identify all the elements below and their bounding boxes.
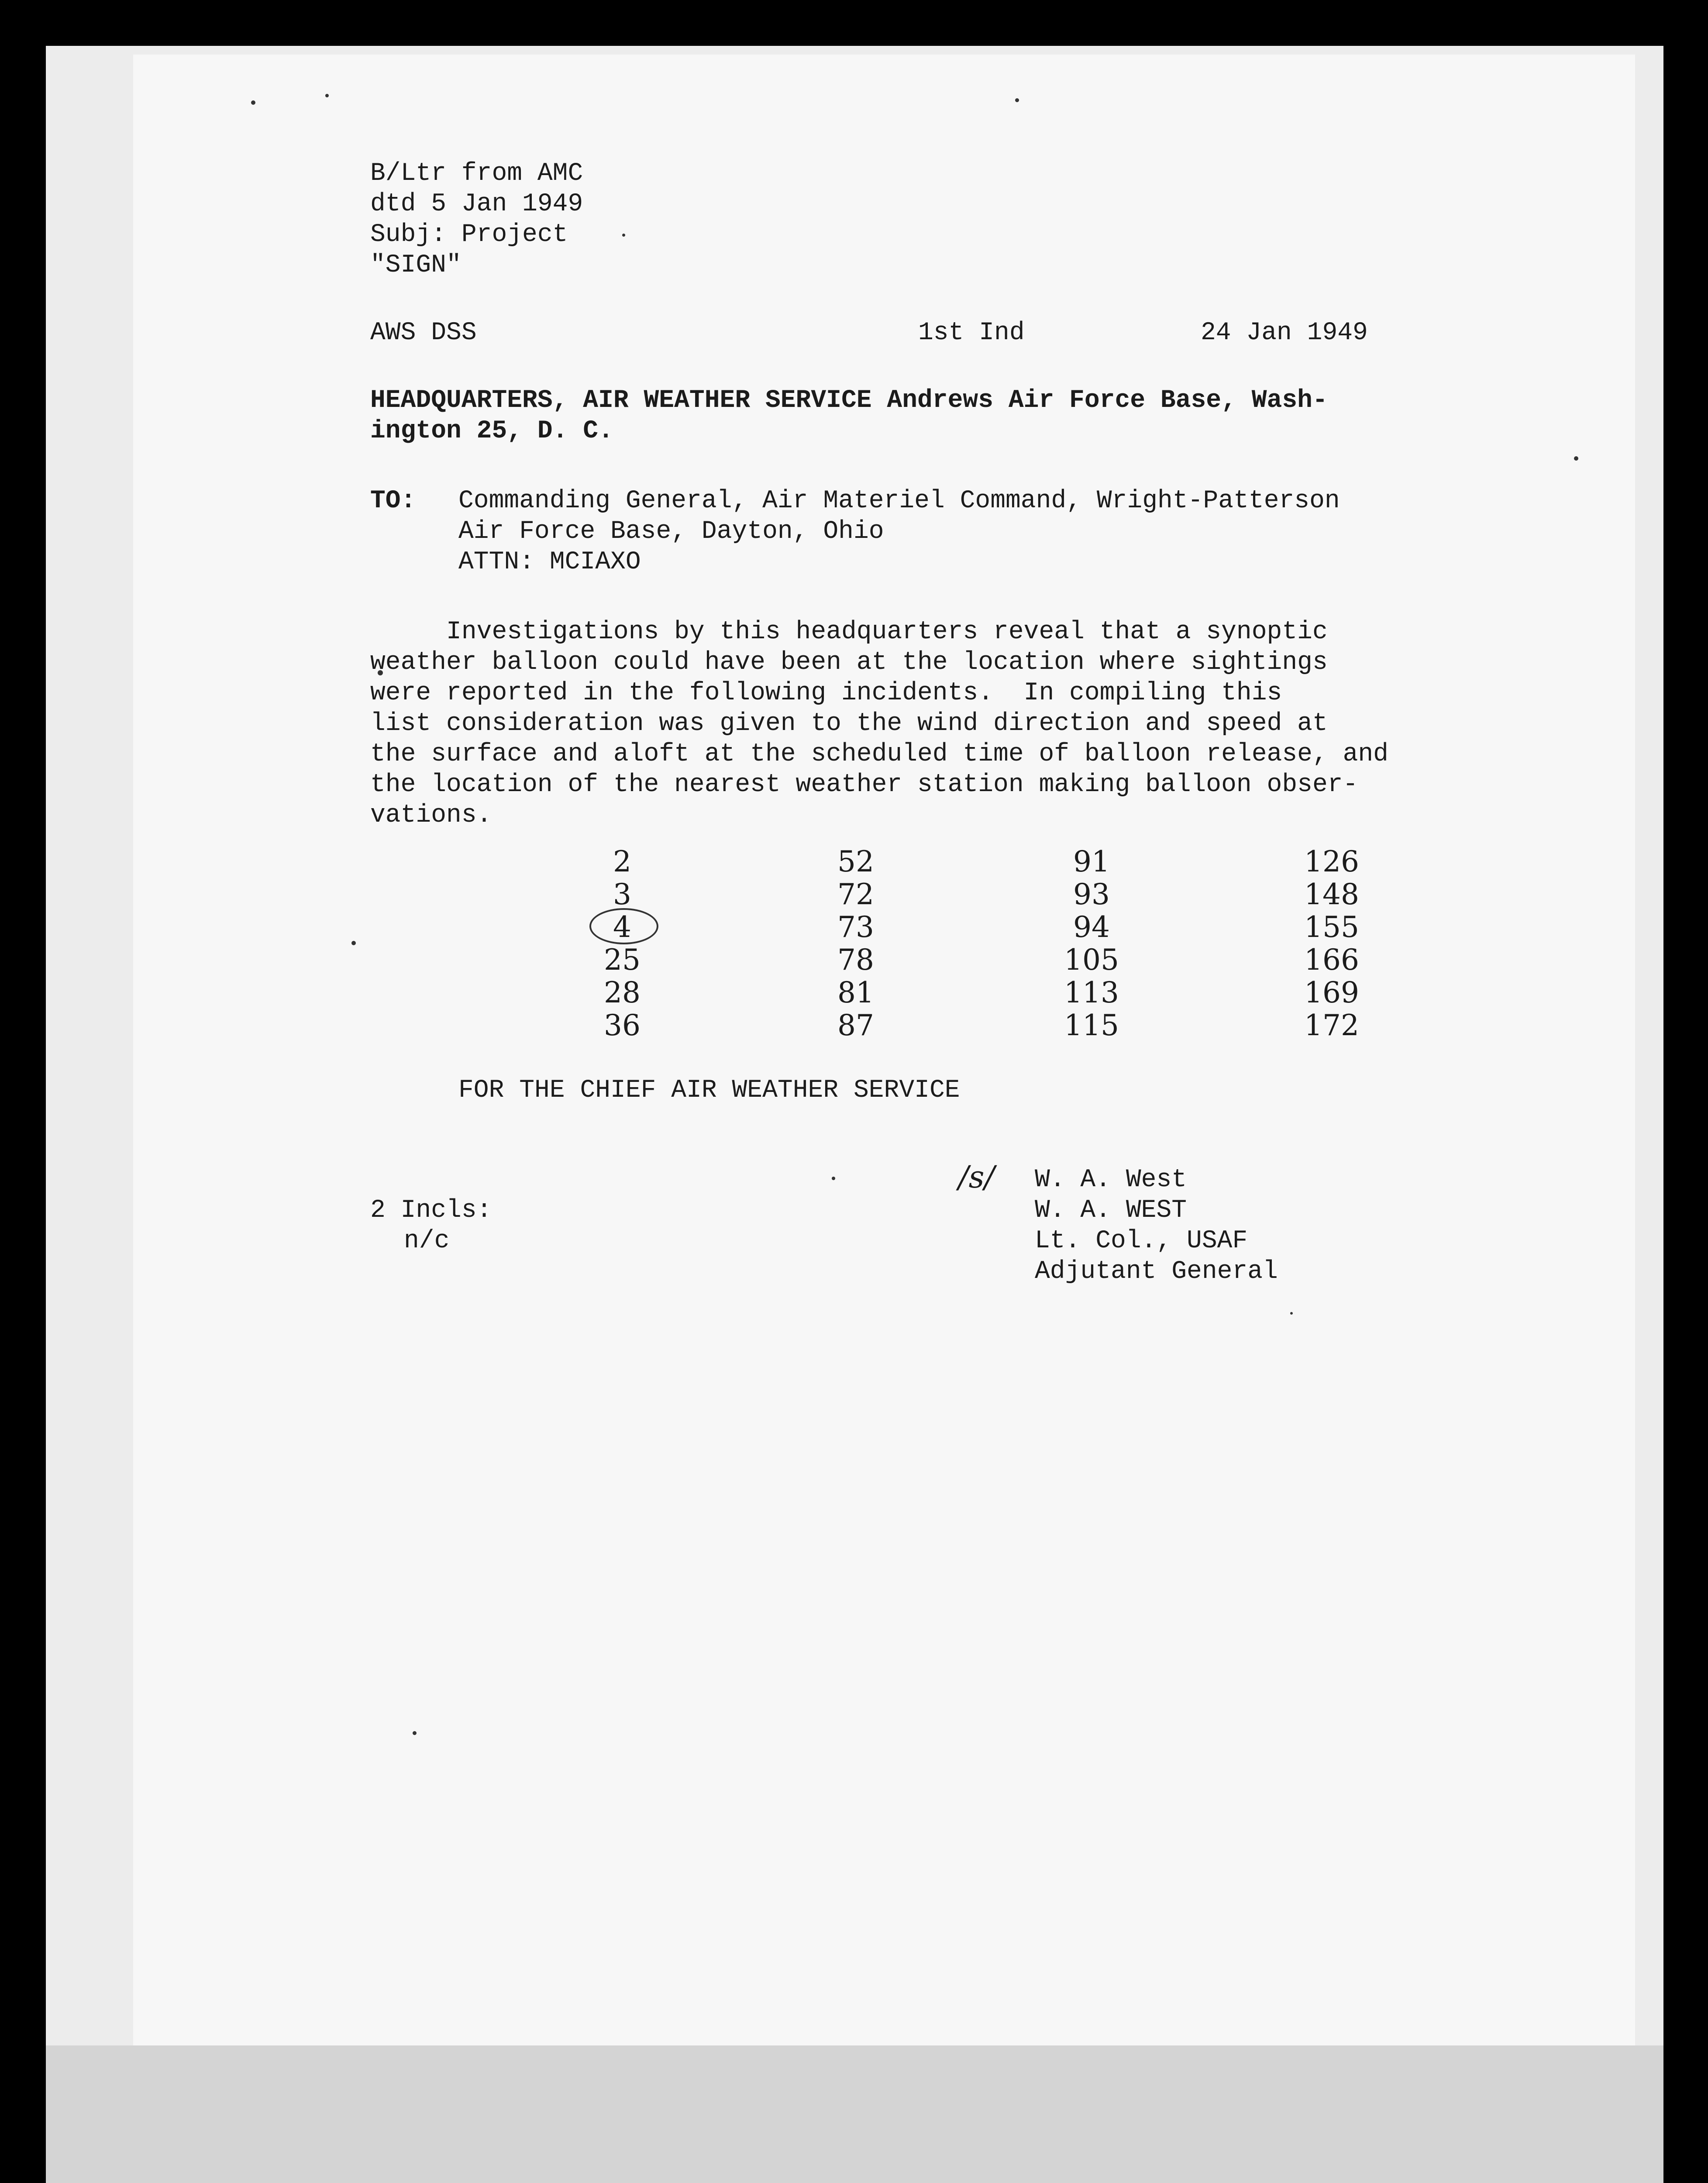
scan-speck [325,94,329,97]
office-symbol: AWS DSS [370,319,477,347]
signed-name: W. A. West [1035,1166,1187,1194]
incident-number: 148 [1304,878,1359,911]
ref-line-2: dtd 5 Jan 1949 [370,190,583,218]
body-line-4: list consideration was given to the wind direction and speed at [370,709,1328,738]
incident-number: 2 [613,845,631,878]
incident-number: 25 [604,943,640,977]
scan-speck [1574,456,1578,461]
body-line-1: Investigations by this headquarters reveal that a synoptic [370,618,1328,646]
body-line-6: the location of the nearest weather station making balloon obser- [370,771,1358,799]
closing-line: FOR THE CHIEF AIR WEATHER SERVICE [458,1076,960,1105]
incident-number: 91 [1073,845,1110,878]
indorsement: 1st Ind [918,319,1025,347]
signer-title: Adjutant General [1035,1257,1278,1286]
incident-number: 78 [837,943,874,977]
scan-speck [1290,1312,1293,1315]
inclosures-line-1: 2 Incls: [370,1196,492,1225]
incident-number: 72 [837,878,874,911]
incident-number: 94 [1073,910,1110,944]
circle-annotation [589,908,658,944]
body-line-5: the surface and aloft at the scheduled time of balloon release, and [370,740,1388,768]
incident-number: 113 [1064,976,1119,1009]
signer-rank: Lt. Col., USAF [1035,1227,1248,1255]
ref-line-1: B/Ltr from AMC [370,159,583,188]
scan-speck [832,1177,835,1180]
signer-name: W. A. WEST [1035,1196,1187,1225]
incident-number: 87 [837,1009,874,1042]
incident-number: 81 [837,976,874,1009]
incident-number: 169 [1304,976,1359,1009]
scan-speck [413,1731,417,1735]
ref-line-3: Subj: Project [370,220,568,249]
ref-line-4: "SIGN" [370,251,461,279]
incident-number: 52 [837,845,874,878]
incident-number: 3 [613,878,631,911]
incident-number: 36 [604,1009,640,1042]
to-label: TO: [370,487,416,515]
incident-number: 172 [1304,1009,1359,1042]
incident-number: 115 [1064,1009,1119,1042]
signature-mark: /s/ [958,1159,995,1195]
from-line-2: ington 25, D. C. [370,417,613,445]
body-line-7: vations. [370,801,492,830]
incident-number: 166 [1304,943,1359,977]
inclosures-line-2: n/c [404,1227,450,1255]
scanned-page [46,46,1663,2183]
incident-number-circled: 4 [613,910,631,944]
letter-paper [133,55,1635,2045]
incident-number: 105 [1064,943,1119,977]
scan-speck [1015,98,1019,102]
to-line-1: Commanding General, Air Materiel Command, Wright-Patterson [458,487,1340,515]
incident-number: 126 [1304,845,1359,878]
scan-speck [251,100,255,105]
incident-number: 93 [1073,878,1110,911]
incident-number: 73 [837,910,874,944]
body-line-3: were reported in the following incidents. In compiling this [370,679,1282,707]
scan-speck [622,234,625,237]
to-line-2: Air Force Base, Dayton, Ohio [458,517,884,546]
scan-shadow [46,2045,1663,2183]
letter-date: 24 Jan 1949 [1201,319,1368,347]
body-line-2: weather balloon could have been at the location where sightings [370,648,1328,677]
from-line-1: HEADQUARTERS, AIR WEATHER SERVICE Andrews Air Force Base, Wash- [370,386,1328,415]
incident-number: 155 [1304,910,1359,944]
scan-speck [351,941,356,945]
attn-line: ATTN: MCIAXO [458,548,641,576]
incident-number: 28 [604,976,640,1009]
